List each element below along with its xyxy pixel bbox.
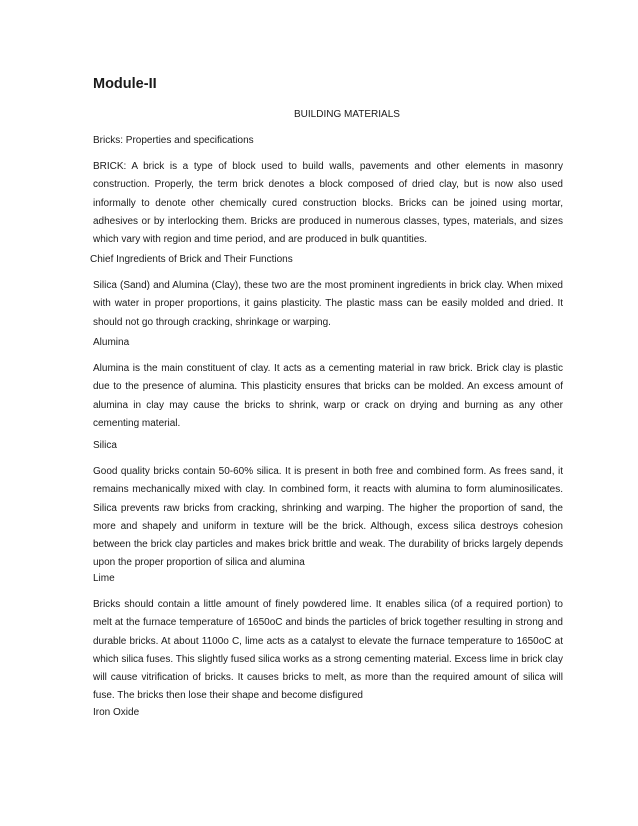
main-heading: BUILDING MATERIALS bbox=[294, 109, 400, 120]
subheading: Bricks: Properties and specifications bbox=[93, 135, 254, 146]
alumina-heading: Alumina bbox=[93, 337, 130, 348]
module-title: Module-II bbox=[93, 76, 157, 92]
silica-paragraph: Good quality bricks contain 50-60% silica. It is present in both free and combined form. As frees sand, it remains mechanically mixed with clay. In combined form, it reacts with alumina to form aluminosilicates. Silica prevents raw bricks from cracking, shrinking and warping. The higher the proportion of sand, the more and shapely and uniform in texture will be the brick. Although, excess silica destroys cohesion between the brick clay particles and makes brick brittle and weak. The durability of bricks largely depends upon the proper proportion of silica and alumina bbox=[93, 466, 563, 569]
ingredients-heading: Chief Ingredients of Brick and Their Functions bbox=[90, 254, 293, 265]
lime-heading: Lime bbox=[93, 573, 115, 584]
lime-paragraph: Bricks should contain a little amount of finely powdered lime. It enables silica (of a required portion) to melt at the furnace temperature of 1650oC and binds the particles of brick together resulting in strong and durable bricks. At about 1100o C, lime acts as a catalyst to elevate the furnace temperature to 1650oC at which silica fuses. This slightly fused silica works as a strong cementing material. Excess lime in brick clay will cause vitrification of bricks. It causes bricks to melt, as more than the required amount of silica will fuse. The bricks then lose their shape and become disfigured bbox=[93, 599, 563, 702]
ingredients-paragraph: Silica (Sand) and Alumina (Clay), these two are the most prominent ingredients in brick clay. When mixed with water in proper proportions, it gains plasticity. The plastic mass can be easily molded and dried. It should not go through cracking, shrinkage or warping. bbox=[93, 280, 563, 328]
iron-oxide-heading: Iron Oxide bbox=[93, 707, 140, 718]
silica-heading: Silica bbox=[93, 440, 117, 451]
alumina-paragraph: Alumina is the main constituent of clay. It acts as a cementing material in raw brick. Brick clay is plastic due to the presence of alumina. This plasticity ensures that bricks can be molded. An excess amount of alumina in clay may cause the bricks to shrink, warp or crack on drying and burning as any other cementing material. bbox=[93, 363, 563, 429]
brick-paragraph: BRICK: A brick is a type of block used to build walls, pavements and other elements in masonry construction. Properly, the term brick denotes a block composed of dried clay, but is now also used informally to denote other chemically cured construction blocks. Bricks can be joined using mortar, adhesives or by interlocking them. Bricks are produced in numerous classes, types, materials, and sizes which vary with region and time period, and are produced in bulk quantities. bbox=[93, 161, 563, 246]
